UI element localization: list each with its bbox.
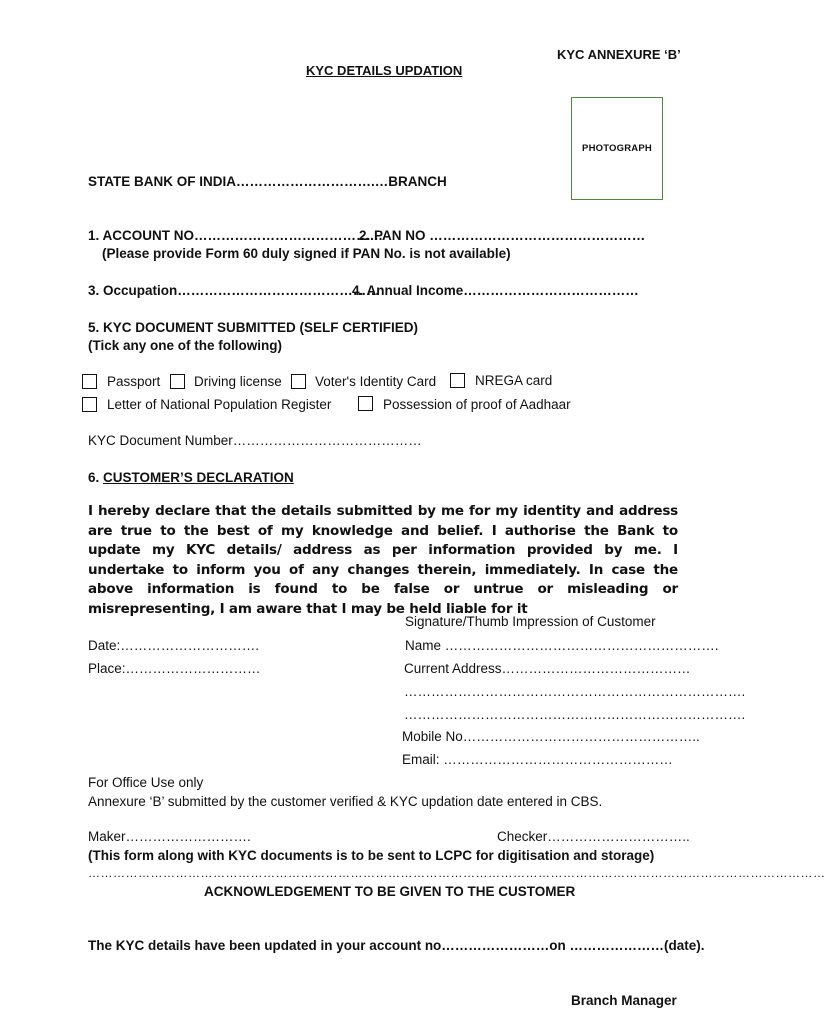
office-use-label: For Office Use only — [88, 775, 204, 790]
cut-line-separator: …………………………………………………………………………………………………………………………………………………………… — [88, 866, 826, 880]
email-field: Email: …………………………………………… — [402, 752, 673, 767]
address-line-2: …………………………………………………………………. — [404, 684, 746, 699]
voter-id-label: Voter's Identity Card — [315, 374, 437, 389]
kyc-document-heading: 5. KYC DOCUMENT SUBMITTED (SELF CERTIFIED) — [88, 320, 418, 335]
passport-label: Passport — [107, 374, 161, 389]
current-address-field: Current Address…………………………………… — [404, 661, 691, 676]
account-no-field: 1. ACCOUNT NO…………………………………… — [88, 228, 384, 243]
signature-caption: Signature/Thumb Impression of Customer — [405, 614, 656, 629]
mobile-field: Mobile No…………………………………………….. — [402, 729, 700, 744]
declaration-heading — [88, 470, 294, 485]
npr-letter-label: Letter of National Population Register — [107, 397, 332, 412]
nrega-card-checkbox[interactable] — [450, 373, 465, 388]
bank-branch-field: STATE BANK OF INDIA………………………….…BRANCH — [88, 174, 447, 189]
form-title: KYC DETAILS UPDATION — [306, 63, 463, 78]
driving-license-label: Driving license — [194, 374, 282, 389]
place-field: Place:………………………… — [88, 661, 261, 676]
pan-note: (Please provide Form 60 duly signed if PAN No. is not available) — [102, 246, 511, 261]
photograph-box — [571, 97, 663, 200]
photograph-label: PHOTOGRAPH — [582, 143, 652, 154]
date-field: Date:…………………………. — [88, 638, 260, 653]
declaration-text: I hereby declare that the details submitted by me for my identity and address are true to the best of my knowledge and belief. I authorise the Bank to update my KYC details/ address as per information provided by me. I undertake to inform you of any changes therein, immediately. In case the above information is found to be false or untrue or misleading or misrepresenting, I am aware that I may be held liable for it — [88, 503, 678, 617]
passport-checkbox[interactable] — [82, 374, 97, 389]
lcpc-note: (This form along with KYC documents is to be sent to LCPC for digitisation and storage) — [88, 848, 655, 863]
npr-letter-checkbox[interactable] — [82, 397, 97, 412]
aadhaar-proof-label: Possession of proof of Aadhaar — [383, 397, 571, 412]
aadhaar-proof-checkbox[interactable] — [358, 396, 373, 411]
annexure-label: KYC ANNEXURE ‘B’ — [557, 47, 681, 62]
annual-income-field: 4. Annual Income………………………………… — [352, 283, 639, 298]
acknowledgement-text: The KYC details have been updated in your account no……………………on …………………(date). — [88, 938, 705, 953]
declaration-heading-text: CUSTOMER’S DECLARATION — [103, 470, 294, 485]
kyc-document-number-field: KYC Document Number…………………………………… — [88, 433, 422, 448]
acknowledgement-heading: ACKNOWLEDGEMENT TO BE GIVEN TO THE CUSTOMER — [204, 884, 576, 899]
checker-field: Checker………………………….. — [497, 829, 690, 844]
pan-no-field: 2. PAN NO ………………………………………… — [359, 228, 646, 243]
nrega-card-label: NREGA card — [475, 373, 553, 388]
occupation-field: 3. Occupation……………………………………… — [88, 283, 380, 298]
name-field: Name ……………………………………………………. — [405, 638, 719, 653]
office-verification-text: Annexure ‘B’ submitted by the customer verified & KYC updation date entered in CBS. — [88, 794, 603, 809]
driving-license-checkbox[interactable] — [170, 374, 185, 389]
branch-manager-signatory: Branch Manager — [571, 993, 677, 1008]
declaration-heading-number: 6. — [88, 470, 104, 485]
maker-field: Maker………………………. — [88, 829, 251, 844]
kyc-document-subheading: (Tick any one of the following) — [88, 338, 283, 353]
address-line-3: …………………………………………………………………. — [404, 707, 746, 722]
voter-id-checkbox[interactable] — [291, 374, 306, 389]
